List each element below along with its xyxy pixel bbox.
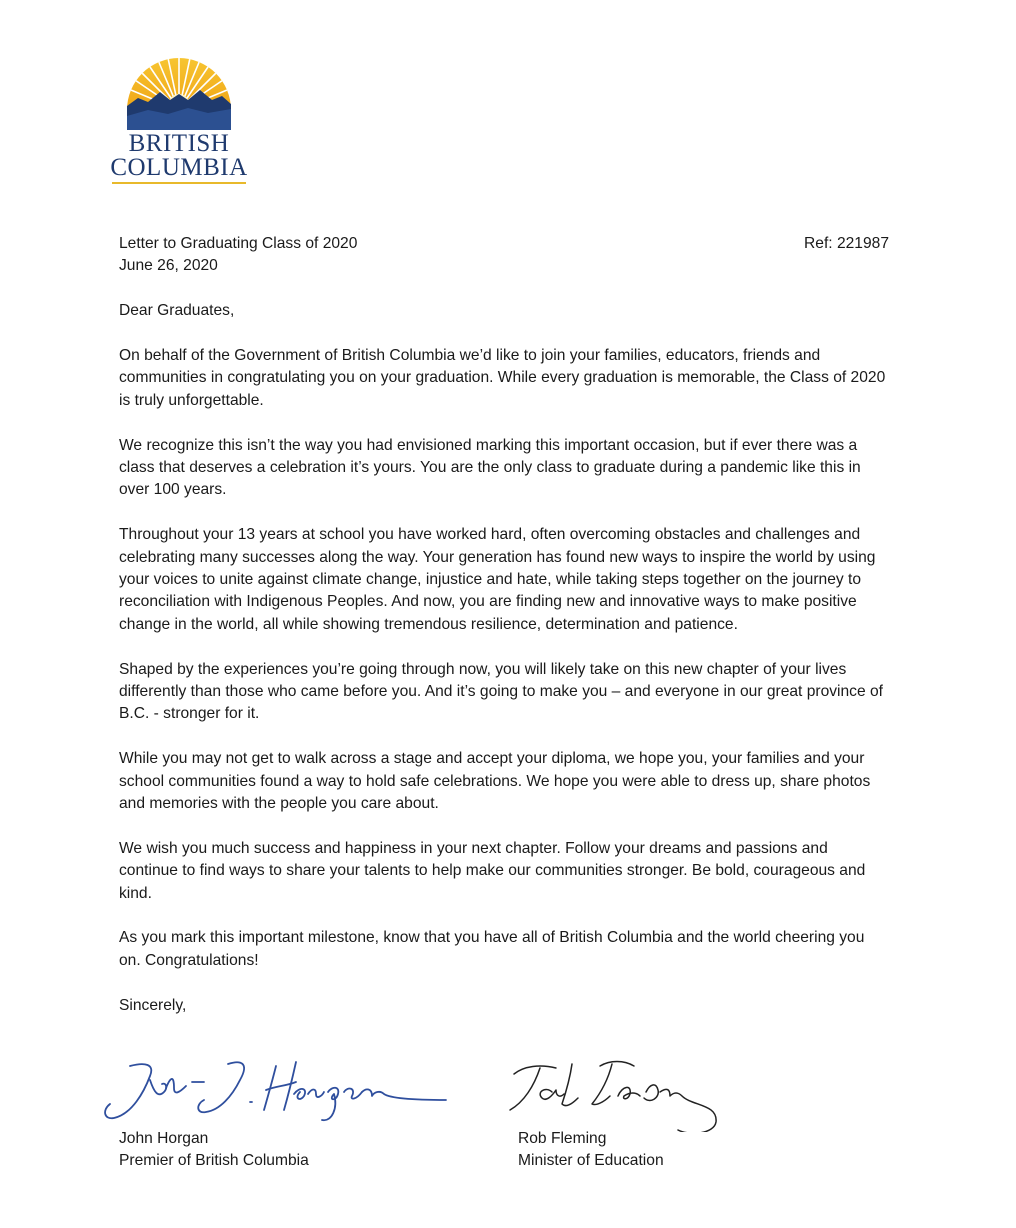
salutation: Dear Graduates, (119, 302, 235, 320)
logo-text-line1: BRITISH (128, 130, 230, 157)
paragraph: We recognize this isn’t the way you had envisioned marking this important occasion, but if ever there was a class that deserves a celebration it’s yours. You are the only class to graduate during a pandemic like this in over 100 years. (119, 436, 861, 499)
sun-mountains-icon (108, 58, 250, 130)
signatory-premier (100, 1052, 460, 1169)
paragraph: On behalf of the Government of British Columbia we’d like to join your families, educators, friends and communities in congratulating you on your graduation. While every graduation is memorable, the Class of 2020 is truly unforgettable. (119, 347, 886, 409)
reference-number: Ref: 221987 (804, 235, 889, 252)
signatory-minister (500, 1052, 860, 1169)
closing: Sincerely, (119, 996, 187, 1014)
signature-fleming (500, 1052, 860, 1132)
letter-body (119, 233, 889, 1039)
paragraph: Shaped by the experiences you’re going through now, you will likely take on this new chapter of your lives differently than those who came before you. And it’s going to make you – and everyone in our great province of B.C. - stronger for it. (119, 660, 883, 723)
letter-title: Letter to Graduating Class of 2020 (119, 235, 358, 252)
signatory-title: Premier of British Columbia (119, 1152, 309, 1169)
logo-underline (112, 182, 246, 184)
signatory-title: Minister of Education (518, 1152, 664, 1169)
signature-horgan (100, 1052, 460, 1132)
letter-date: June 26, 2020 (119, 257, 218, 275)
bc-logo (108, 58, 250, 188)
signatory-name: Rob Fleming (518, 1130, 607, 1147)
paragraph: Throughout your 13 years at school you have worked hard, often overcoming obstacles and challenges and celebrating many successes along the way. Your generation has found new ways to inspire the world by using your voices to unite against climate change, injustice and hate, while taking steps together on the journey to reconciliation with Indigenous Peoples. And now, you are finding new and innovative ways to make positive change in the world, all while showing tremendous resilience, determination and patience. (119, 526, 876, 633)
paragraph: While you may not get to walk across a stage and accept your diploma, we hope you, your families and your school communities found a way to hold safe celebrations. We hope you were able to dress up, share photos and memories with the people you care about. (119, 750, 871, 813)
paragraph: As you mark this important milestone, know that you have all of British Columbia and the world cheering you on. Congratulations! (119, 929, 865, 969)
letter-header (119, 233, 889, 255)
signatory-name: John Horgan (119, 1130, 209, 1147)
logo-text-line2: COLUMBIA (110, 154, 248, 181)
paragraph: We wish you much success and happiness in your next chapter. Follow your dreams and passions and continue to find ways to share your talents to help make our communities stronger. Be bold, courageous and kind. (119, 839, 866, 902)
